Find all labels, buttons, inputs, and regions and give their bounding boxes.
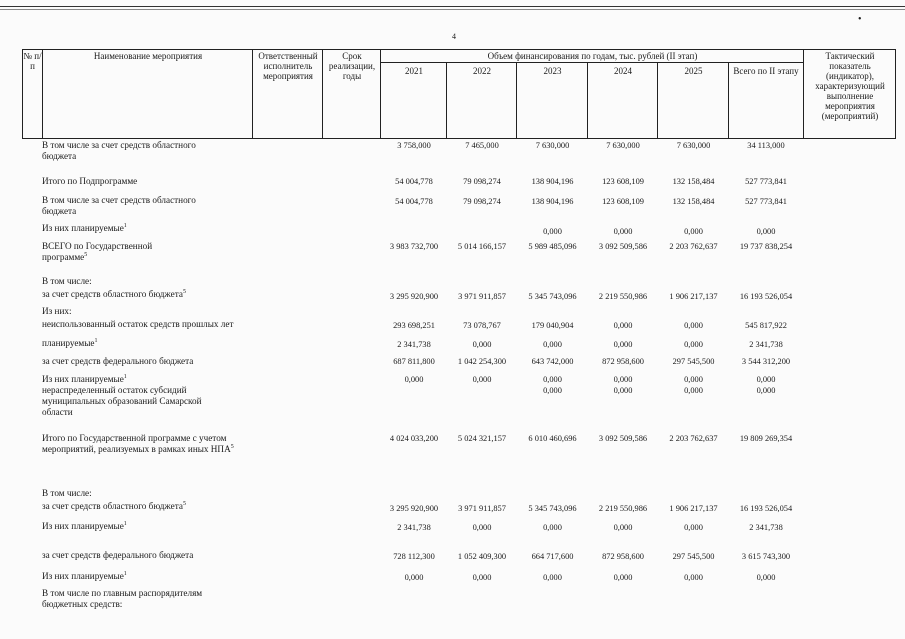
cell-2022: 1 052 409,300 xyxy=(457,552,507,561)
cell-2022: 5 024 321,157 xyxy=(457,434,507,443)
row-label xyxy=(42,306,257,317)
row-label xyxy=(42,433,242,455)
cell-2022: 79 098,274 xyxy=(463,197,501,206)
row-label xyxy=(42,338,257,349)
cell-2025: 0,000 xyxy=(684,227,703,236)
row-label xyxy=(42,356,257,367)
row-label xyxy=(42,241,167,263)
cell-2025: 132 158,484 xyxy=(672,197,715,206)
cell-2021: 3 295 920,900 xyxy=(389,504,439,513)
cell-2024: 0,000 xyxy=(613,375,633,384)
row-label-text: за счет средств областного бюджета xyxy=(42,501,183,511)
cell-2022: 0,000 xyxy=(472,523,492,532)
row-label-text: Из них планируемые xyxy=(42,223,124,233)
row-label xyxy=(42,276,257,287)
cell-2021: 687 811,800 xyxy=(393,357,435,366)
row-label xyxy=(42,550,257,561)
cell-total: 0,000 xyxy=(756,573,776,582)
cell-total: 527 773,841 xyxy=(745,177,787,186)
row-label xyxy=(42,588,232,610)
cell-total: 3 615 743,300 xyxy=(741,552,791,561)
cell-total: 0,000 xyxy=(756,227,776,236)
header-year-2024: 2024 xyxy=(614,66,632,76)
cell-2023: 0,000 xyxy=(543,340,562,349)
cell-2023: 7 630,000 xyxy=(535,141,570,150)
cell-2022: 79 098,274 xyxy=(463,177,501,186)
cell-total: 527 773,841 xyxy=(745,197,787,206)
top-rule xyxy=(0,6,905,7)
cell-2024: 7 630,000 xyxy=(606,141,640,150)
cell-2023: 5 989 485,096 xyxy=(528,242,577,251)
cell-2022: 1 042 254,300 xyxy=(457,357,507,366)
header-year-2021: 2021 xyxy=(405,66,423,76)
footnote-mark: 1 xyxy=(123,222,127,229)
cell-total: 16 193 526,054 xyxy=(739,292,793,301)
row-label-text: В том числе: xyxy=(42,276,92,286)
header-name: Наименование мероприятия xyxy=(93,51,203,61)
cell-2025: 0,000 xyxy=(684,321,703,330)
cell-2021: 3 295 920,900 xyxy=(389,292,439,301)
row-label-text: за счет средств федерального бюджета xyxy=(42,356,194,366)
cell-2023: 5 345 743,096 xyxy=(528,504,577,513)
row-label xyxy=(42,374,257,385)
footnote-mark: 1 xyxy=(123,373,127,380)
cell-2024: 123 608,109 xyxy=(602,197,644,206)
cell-2021: 293 698,251 xyxy=(393,321,435,330)
cell-2023: 138 904,196 xyxy=(531,197,574,206)
row-label xyxy=(42,223,257,234)
header-year-2023: 2023 xyxy=(543,66,562,76)
header-executor: Ответственный исполнитель мероприятия xyxy=(258,51,318,81)
row-label xyxy=(42,289,257,300)
row-label xyxy=(42,385,222,418)
cell-2021: 0,000 xyxy=(404,573,424,582)
cell-2025: 0,000 xyxy=(684,375,703,384)
row-label xyxy=(42,571,257,582)
footnote-mark: 5 xyxy=(230,443,234,450)
row-label-text: неиспользованный остаток средств прошлых лет xyxy=(42,319,234,329)
cell-2025: 7 630,000 xyxy=(676,141,711,150)
cell-2023: 179 040,904 xyxy=(531,321,574,330)
cell-2025: 0,000 xyxy=(684,386,703,395)
row-label-text: В том числе по главным распорядителям бюджетных средств: xyxy=(42,588,203,609)
cell-2023: 0,000 xyxy=(543,375,562,384)
cell-total: 34 113,000 xyxy=(747,141,785,150)
header-year-2022: 2022 xyxy=(473,66,491,76)
speck: • xyxy=(858,14,862,25)
cell-2022: 0,000 xyxy=(472,375,492,384)
row-label-text: за счет средств федерального бюджета xyxy=(42,550,194,560)
cell-2024: 3 092 509,586 xyxy=(598,434,648,443)
cell-2024: 2 219 550,986 xyxy=(598,504,648,513)
cell-2024: 2 219 550,986 xyxy=(598,292,648,301)
cell-2024: 872 958,600 xyxy=(602,357,644,366)
cell-2024: 0,000 xyxy=(613,340,633,349)
cell-2024: 0,000 xyxy=(613,573,633,582)
cell-total: 0,000 xyxy=(756,386,776,395)
row-label xyxy=(42,195,217,217)
cell-2022: 3 971 911,857 xyxy=(458,504,506,513)
cell-2021: 2 341,738 xyxy=(397,340,431,349)
cell-2022: 5 014 166,157 xyxy=(457,242,507,251)
header-financing: Объем финансирования по годам, тыс. рублей (II этап) xyxy=(487,51,698,61)
row-label-text: Из них планируемые xyxy=(42,521,124,531)
row-label xyxy=(42,501,257,512)
cell-total: 0,000 xyxy=(756,375,776,384)
cell-total: 19 737 838,254 xyxy=(739,242,793,251)
footnote-mark: 1 xyxy=(123,520,127,527)
cell-2021: 3 983 732,700 xyxy=(389,242,439,251)
cell-2025: 297 545,500 xyxy=(672,357,715,366)
header-year-2025: 2025 xyxy=(684,66,703,76)
cell-2025: 0,000 xyxy=(684,340,703,349)
row-label-text: В том числе за счет средств областного бюджета xyxy=(42,195,196,216)
row-label-text: В том числе: xyxy=(42,488,92,498)
cell-total: 2 341,738 xyxy=(749,523,783,532)
cell-2022: 3 971 911,857 xyxy=(458,292,506,301)
footnote-mark: 1 xyxy=(123,570,127,577)
row-label-text: Из них планируемые xyxy=(42,374,124,384)
row-label-text: нераспределенный остаток субсидий муниципальных образований Самарской области xyxy=(42,385,202,417)
row-label-text: планируемые xyxy=(42,338,95,348)
row-label xyxy=(42,521,257,532)
header-indicator: Тактический показатель (индикатор), характеризующий выполнение мероприятия (мероприятий) xyxy=(815,51,885,121)
footnote-mark: 5 xyxy=(182,288,186,295)
cell-2023: 138 904,196 xyxy=(531,177,574,186)
cell-total: 2 341,738 xyxy=(749,340,783,349)
cell-2021: 728 112,300 xyxy=(393,552,435,561)
cell-2024: 0,000 xyxy=(613,321,633,330)
cell-2025: 0,000 xyxy=(684,573,703,582)
header-term: Срок реализации, годы xyxy=(328,51,376,81)
row-label xyxy=(42,176,257,187)
cell-2024: 872 958,600 xyxy=(602,552,644,561)
cell-2025: 1 906 217,137 xyxy=(669,292,718,301)
row-label-text: Из них: xyxy=(42,306,72,316)
cell-2024: 0,000 xyxy=(613,386,633,395)
cell-total: 19 809 269,354 xyxy=(739,434,793,443)
footnote-mark: 5 xyxy=(182,500,186,507)
cell-total: 16 193 526,054 xyxy=(739,504,793,513)
top-rule-thin xyxy=(0,9,905,10)
cell-2023: 6 010 460,696 xyxy=(528,434,577,443)
cell-2024: 0,000 xyxy=(613,227,633,236)
footnote-mark: 1 xyxy=(94,337,98,344)
cell-2022: 0,000 xyxy=(472,573,492,582)
cell-2021: 54 004,778 xyxy=(395,177,433,186)
row-label xyxy=(42,140,212,162)
cell-2021: 0,000 xyxy=(404,375,424,384)
cell-2023: 643 742,000 xyxy=(531,357,574,366)
cell-2022: 73 078,767 xyxy=(463,321,501,330)
cell-2023: 0,000 xyxy=(543,523,562,532)
cell-2021: 2 341,738 xyxy=(397,523,431,532)
row-label xyxy=(42,319,257,330)
row-label-text: ВСЕГО по Государственной программе xyxy=(42,241,153,262)
cell-2022: 7 465,000 xyxy=(465,141,499,150)
cell-2023: 5 345 743,096 xyxy=(528,292,577,301)
header-total: Всего по II этапу xyxy=(733,66,799,76)
row-label-text: за счет средств областного бюджета xyxy=(42,289,183,299)
row-label-text: В том числе за счет средств областного бюджета xyxy=(42,140,196,161)
cell-total: 3 544 312,200 xyxy=(741,357,791,366)
cell-2025: 132 158,484 xyxy=(672,177,715,186)
cell-2023: 664 717,600 xyxy=(531,552,574,561)
cell-2021: 3 758,000 xyxy=(397,141,431,150)
row-label-text: Из них планируемые xyxy=(42,571,124,581)
row-label xyxy=(42,488,257,499)
cell-2022: 0,000 xyxy=(472,340,492,349)
cell-2024: 3 092 509,586 xyxy=(598,242,648,251)
cell-2023: 0,000 xyxy=(543,386,562,395)
cell-total: 545 817,922 xyxy=(745,321,787,330)
row-label-text: Итого по Подпрограмме xyxy=(42,176,138,186)
row-label-text: Итого по Государственной программе с учетом мероприятий, реализуемых в рамках иных НПА xyxy=(42,433,231,454)
cell-2025: 2 203 762,637 xyxy=(669,242,718,251)
footnote-mark: 5 xyxy=(84,251,88,258)
cell-2025: 0,000 xyxy=(684,523,703,532)
cell-2021: 54 004,778 xyxy=(395,197,433,206)
cell-2025: 297 545,500 xyxy=(672,552,715,561)
cell-2021: 4 024 033,200 xyxy=(389,434,439,443)
cell-2023: 0,000 xyxy=(543,227,562,236)
cell-2023: 0,000 xyxy=(543,573,562,582)
cell-2024: 0,000 xyxy=(613,523,633,532)
cell-2025: 2 203 762,637 xyxy=(669,434,718,443)
cell-2025: 1 906 217,137 xyxy=(669,504,718,513)
cell-2024: 123 608,109 xyxy=(602,177,644,186)
header-num: № п/п xyxy=(23,51,42,71)
page-number: 4 xyxy=(452,32,456,41)
